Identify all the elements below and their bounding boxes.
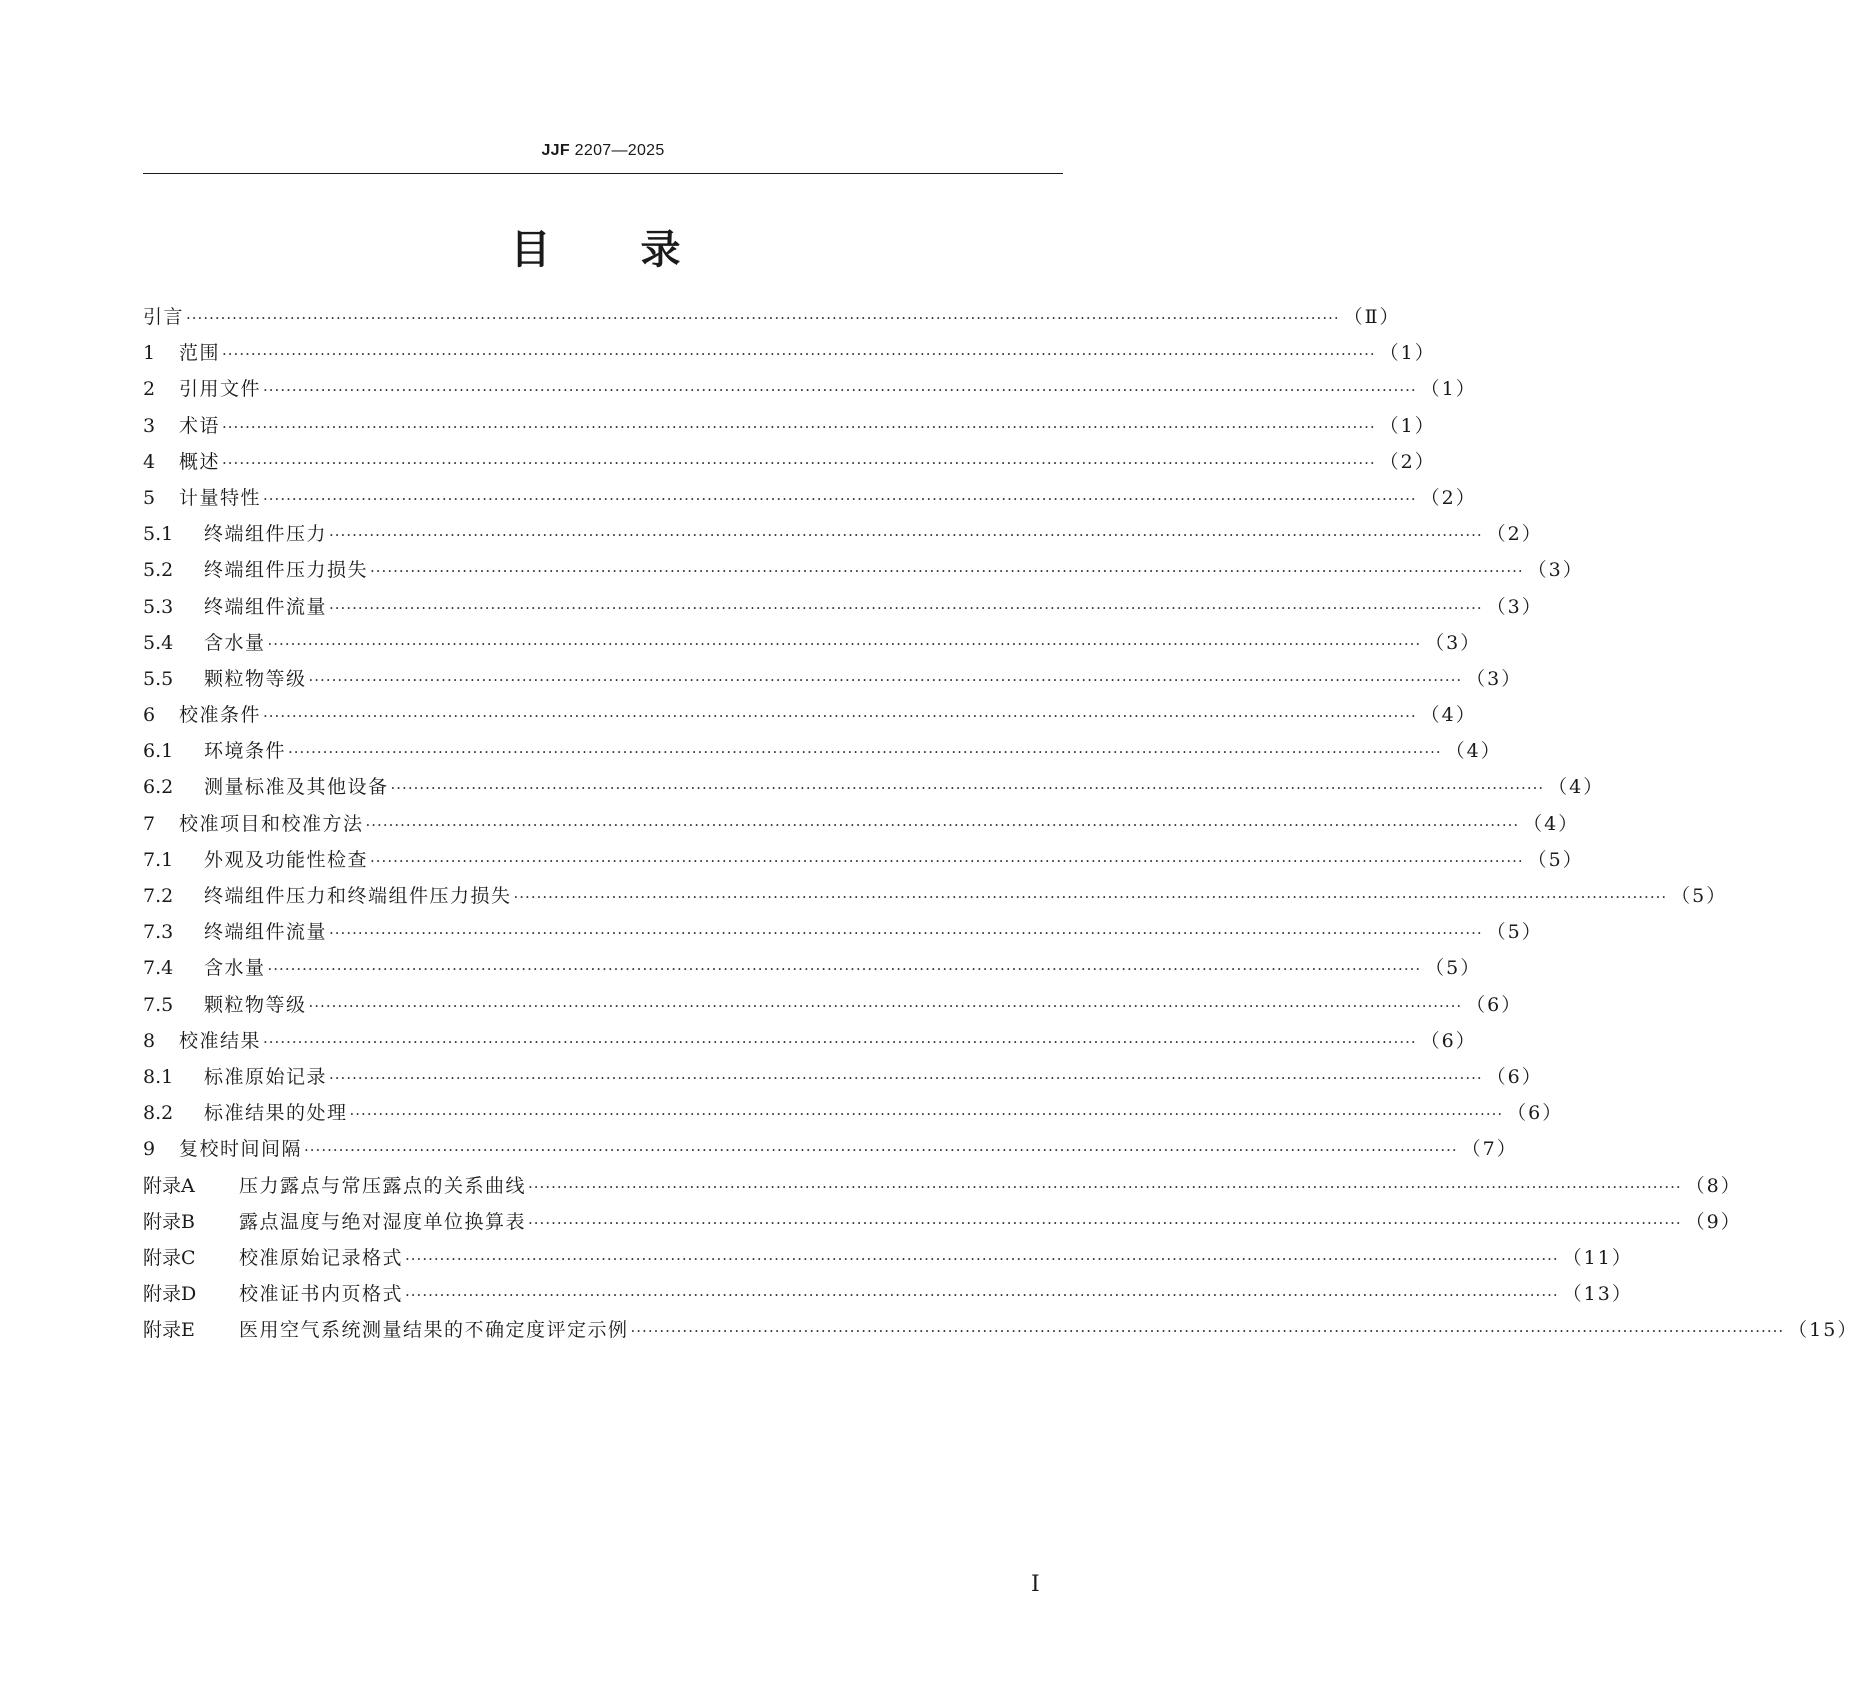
toc-leader-dots: ········································································································································································································ <box>329 526 1483 545</box>
toc-entry[interactable] <box>143 1315 1858 1351</box>
toc-leader-dots: ········································································································································································································ <box>304 1141 1458 1160</box>
toc-entry-page: （4） <box>1548 776 1605 799</box>
toc-entry[interactable] <box>143 1243 1633 1279</box>
toc-leader-dots: ········································································································································································································ <box>370 562 1524 581</box>
toc-entry-page: （7） <box>1461 1138 1518 1161</box>
toc-entry-page: （2） <box>1486 523 1543 546</box>
toc-entry-number: 7.1 <box>143 848 174 871</box>
toc-leader-dots: ········································································································································································································ <box>405 1249 1559 1268</box>
page-title <box>0 218 1191 275</box>
toc-entry-label: 颗粒物等级 <box>204 993 307 1016</box>
toc-leader-dots: ········································································································································································································ <box>222 345 1376 364</box>
toc-entry[interactable] <box>143 519 1543 555</box>
toc-entry-page: （5） <box>1671 885 1728 907</box>
header-rule <box>143 173 1063 174</box>
toc-entry-number: 附录E <box>143 1319 195 1342</box>
toc-entry-page: （4） <box>1523 812 1580 835</box>
toc-entry-page: （5） <box>1527 848 1584 871</box>
toc-entry-label: 含水量 <box>204 631 266 654</box>
toc-entry[interactable] <box>143 374 1477 410</box>
toc-leader-dots: ········································································································································································································ <box>329 1068 1483 1087</box>
toc-entry-label: 终端组件流量 <box>204 595 328 618</box>
toc-entry[interactable] <box>143 1207 1742 1243</box>
title-char-2: 录 <box>640 227 681 273</box>
toc-entry-page: （4） <box>1420 704 1477 727</box>
toc-entry-page: （3） <box>1466 667 1523 690</box>
toc-entry-page: （3） <box>1527 559 1584 582</box>
toc-entry-number: 5 <box>143 486 156 509</box>
toc-leader-dots: ········································································································································································································ <box>308 670 1463 689</box>
toc-leader-dots: ········································································································································································································ <box>186 309 1340 327</box>
toc-entry[interactable] <box>143 700 1477 736</box>
toc-entry[interactable] <box>143 1279 1633 1315</box>
standard-code-number: 2207—2025 <box>574 142 665 159</box>
toc-entry-number: 5.2 <box>143 559 174 582</box>
toc-leader-dots: ········································································································································································································ <box>329 598 1483 617</box>
toc-entry-label: 校准证书内页格式 <box>239 1283 404 1306</box>
page-number: Ⅰ <box>1031 1572 1040 1597</box>
toc-entry-label: 标准结果的处理 <box>204 1102 348 1125</box>
toc-entry-page: （5） <box>1486 921 1543 944</box>
toc-leader-dots: ········································································································································································································ <box>528 1177 1682 1196</box>
toc-leader-dots: ········································································································································································································ <box>222 453 1376 472</box>
toc-entry[interactable] <box>143 447 1436 483</box>
toc-entry[interactable] <box>143 881 1728 917</box>
toc-leader-dots: ········································································································································································································ <box>390 779 1545 798</box>
toc-entry-number: 附录D <box>143 1283 197 1306</box>
toc-entry[interactable] <box>143 1026 1477 1062</box>
toc-entry-number: 6.2 <box>143 776 174 799</box>
toc-leader-dots: ········································································································································································································ <box>630 1322 1785 1341</box>
toc-entry-label: 引言 <box>143 306 185 328</box>
toc-entry-number: 7.5 <box>143 993 174 1016</box>
toc-entry-number: 附录B <box>143 1210 195 1233</box>
toc-leader-dots: ········································································································································································································ <box>263 489 1417 508</box>
toc-entry[interactable] <box>143 917 1543 953</box>
toc-entry[interactable] <box>143 1134 1518 1170</box>
toc-leader-dots: ········································································································································································································ <box>329 924 1483 943</box>
toc-leader-dots: ········································································································································································································ <box>267 960 1422 979</box>
toc-entry-page: （6） <box>1466 993 1523 1016</box>
toc-leader-dots: ········································································································································································································ <box>263 1032 1417 1051</box>
toc-entry-label: 概述 <box>179 450 221 473</box>
toc-entry-label: 环境条件 <box>204 740 287 763</box>
toc-entry[interactable] <box>143 555 1584 591</box>
toc-leader-dots: ········································································································································································································ <box>349 1105 1504 1124</box>
toc-entry-label: 终端组件压力 <box>204 523 328 546</box>
toc-entry-page: （6） <box>1420 1029 1477 1052</box>
toc-entry-page: （8） <box>1685 1174 1742 1197</box>
toc-entry-label: 测量标准及其他设备 <box>204 776 389 799</box>
title-char-1: 目 <box>510 227 551 273</box>
toc-entry[interactable] <box>143 338 1436 374</box>
toc-entry[interactable] <box>143 302 1401 338</box>
toc-entry-label: 标准原始记录 <box>204 1065 328 1088</box>
toc-leader-dots: ········································································································································································································ <box>263 381 1417 400</box>
toc-leader-dots: ········································································································································································································ <box>222 417 1376 436</box>
toc-entry-page: （1） <box>1379 342 1436 365</box>
toc-entry-number: 5.5 <box>143 667 174 690</box>
toc-entry-label: 终端组件压力和终端组件压力损失 <box>204 885 512 907</box>
toc-entry-page: （9） <box>1685 1210 1742 1233</box>
toc-entry-page: （2） <box>1420 486 1477 509</box>
toc-entry-number: 3 <box>143 414 156 437</box>
standard-code-prefix: JJF <box>541 142 570 159</box>
toc-entry[interactable] <box>143 736 1502 772</box>
toc-entry-label: 露点温度与绝对湿度单位换算表 <box>239 1210 527 1233</box>
toc-entry-number: 7 <box>143 812 156 835</box>
toc-entry[interactable] <box>143 592 1543 628</box>
toc-entry-number: 6 <box>143 704 156 727</box>
toc-entry[interactable] <box>143 990 1523 1026</box>
toc-entry-number: 2 <box>143 378 156 401</box>
toc-entry-label: 颗粒物等级 <box>204 667 307 690</box>
toc-entry-number: 7.3 <box>143 921 174 944</box>
toc-entry-number: 1 <box>143 342 156 365</box>
toc-entry-number: 5.3 <box>143 595 174 618</box>
toc-entry-label: 校准条件 <box>179 704 262 727</box>
toc-entry-label: 含水量 <box>204 957 266 980</box>
toc-entry-number: 5.1 <box>143 523 174 546</box>
toc-entry-label: 复校时间间隔 <box>179 1138 303 1161</box>
table-of-contents <box>143 302 1858 1351</box>
toc-entry-label: 校准结果 <box>179 1029 262 1052</box>
toc-entry-number: 附录A <box>143 1174 195 1197</box>
toc-entry[interactable] <box>143 1062 1543 1098</box>
toc-entry-label: 终端组件流量 <box>204 921 328 944</box>
toc-entry-number: 5.4 <box>143 631 174 654</box>
toc-entry-number: 8.1 <box>143 1065 174 1088</box>
toc-entry-page: （Ⅱ） <box>1343 306 1401 328</box>
toc-entry[interactable] <box>143 845 1584 881</box>
toc-entry[interactable] <box>143 1171 1742 1207</box>
toc-entry-page: （3） <box>1486 595 1543 618</box>
toc-entry-number: 9 <box>143 1138 156 1161</box>
toc-leader-dots: ········································································································································································································ <box>513 888 1668 906</box>
toc-entry-label: 范围 <box>179 342 221 365</box>
toc-entry[interactable] <box>143 411 1436 447</box>
toc-entry-page: （15） <box>1788 1319 1858 1342</box>
toc-entry[interactable] <box>143 664 1523 700</box>
toc-entry-label: 终端组件压力损失 <box>204 559 369 582</box>
toc-entry-label: 压力露点与常压露点的关系曲线 <box>239 1174 527 1197</box>
toc-leader-dots: ········································································································································································································ <box>308 996 1463 1015</box>
toc-entry-label: 医用空气系统测量结果的不确定度评定示例 <box>239 1319 629 1342</box>
toc-entry-number: 8.2 <box>143 1102 174 1125</box>
toc-entry[interactable] <box>143 809 1580 845</box>
toc-entry-label: 校准原始记录格式 <box>239 1246 404 1269</box>
toc-leader-dots: ········································································································································································································ <box>528 1213 1682 1232</box>
toc-entry[interactable] <box>143 1098 1564 1134</box>
toc-entry[interactable] <box>143 483 1477 519</box>
toc-entry-label: 校准项目和校准方法 <box>179 812 364 835</box>
toc-leader-dots: ········································································································································································································ <box>405 1286 1559 1305</box>
toc-leader-dots: ········································································································································································································ <box>370 851 1524 870</box>
toc-entry-page: （6） <box>1486 1065 1543 1088</box>
toc-entry-page: （1） <box>1379 414 1436 437</box>
toc-entry-label: 引用文件 <box>179 378 262 401</box>
toc-leader-dots: ········································································································································································································ <box>365 815 1520 834</box>
toc-entry-number: 4 <box>143 450 156 473</box>
toc-entry-page: （13） <box>1562 1283 1633 1306</box>
toc-entry-number: 6.1 <box>143 740 174 763</box>
toc-entry-label: 计量特性 <box>179 486 262 509</box>
toc-entry-page: （2） <box>1379 450 1436 473</box>
toc-entry-number: 7.4 <box>143 957 174 980</box>
toc-entry-number: 附录C <box>143 1246 196 1269</box>
toc-entry-number: 7.2 <box>143 885 174 907</box>
toc-entry-label: 外观及功能性检查 <box>204 848 369 871</box>
running-header <box>143 142 1063 160</box>
toc-leader-dots: ········································································································································································································ <box>288 743 1442 762</box>
toc-entry-page: （5） <box>1425 957 1482 980</box>
toc-entry-number: 8 <box>143 1029 156 1052</box>
toc-entry-page: （6） <box>1507 1102 1564 1125</box>
toc-entry-page: （3） <box>1425 631 1482 654</box>
toc-leader-dots: ········································································································································································································ <box>263 707 1417 726</box>
toc-entry-page: （4） <box>1445 740 1502 763</box>
toc-entry-page: （1） <box>1420 378 1477 401</box>
toc-entry-page: （11） <box>1562 1246 1633 1269</box>
toc-entry[interactable] <box>143 772 1605 808</box>
toc-leader-dots: ········································································································································································································ <box>267 634 1422 653</box>
toc-entry-label: 术语 <box>179 414 221 437</box>
toc-entry[interactable] <box>143 628 1482 664</box>
toc-entry[interactable] <box>143 953 1482 989</box>
